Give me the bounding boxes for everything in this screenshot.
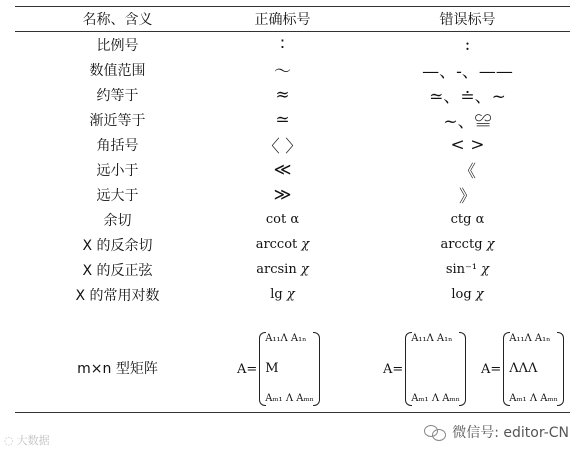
matrix-prefix: A= [383, 361, 404, 377]
wechat-icon [424, 424, 446, 440]
row-name: 渐近等于 [89, 112, 146, 129]
row-correct [200, 257, 365, 282]
watermark-left [4, 432, 50, 448]
row-name: 角括号 [96, 137, 139, 154]
matrix-row-1: A₁₁Λ A₁ₙ [509, 333, 551, 344]
table-row [15, 32, 570, 57]
matrix-bracket [503, 332, 564, 406]
table-row [15, 157, 570, 182]
row-wrong: < > [450, 134, 485, 155]
row-name: m×n 型矩阵 [77, 361, 158, 377]
row-name: X 的反正弦 [82, 262, 153, 279]
row-wrong [370, 257, 565, 282]
header-correct: 正确标号 [254, 11, 311, 28]
variable: χ [486, 237, 495, 252]
row-correct: ∶ [280, 34, 285, 55]
variable: χ [481, 262, 490, 277]
header-name: 名称、含义 [82, 11, 153, 28]
table-row [15, 207, 570, 232]
matrix-wrong-2 [481, 330, 564, 408]
matrix-row-3: Aₘ₁ Λ Aₘₙ [265, 393, 314, 404]
row-wrong: 》 [459, 187, 476, 207]
matrix-row [15, 318, 570, 418]
matrix-row-3: Aₘ₁ Λ Aₘₙ [411, 393, 460, 404]
table-row [15, 132, 570, 157]
matrix-bracket [259, 332, 320, 406]
row-correct: ≫ [273, 184, 292, 205]
row-correct [200, 282, 365, 307]
func-text: arcsin [256, 262, 297, 277]
table-row [15, 57, 570, 82]
table-row [15, 82, 570, 107]
table-row [15, 257, 570, 282]
matrix-bracket [405, 332, 466, 406]
row-wrong: —、-、—— [422, 62, 513, 82]
table-bottom-rule [15, 412, 570, 413]
watermark-text: 大数据 [16, 434, 50, 447]
matrix-correct [237, 330, 320, 408]
table-row [15, 182, 570, 207]
matrix-row-2: M [265, 361, 279, 376]
table-row [15, 232, 570, 257]
row-wrong: ≃、≐、~ [429, 87, 506, 107]
row-wrong: ctg α [450, 212, 485, 227]
row-name: 余切 [103, 212, 132, 229]
variable: χ [300, 262, 309, 277]
table-row [15, 107, 570, 132]
row-name: 数值范围 [89, 62, 146, 79]
watermark-logo-icon: ◌ [4, 433, 14, 447]
matrix-row-1: A₁₁Λ A₁ₙ [411, 333, 453, 344]
row-wrong: 《 [459, 162, 476, 182]
func-text: log [451, 287, 472, 302]
row-correct: ≪ [273, 159, 292, 180]
matrix-prefix: A= [481, 361, 502, 377]
row-name: 约等于 [96, 87, 139, 104]
matrix-prefix: A= [237, 361, 258, 377]
row-wrong [370, 232, 565, 257]
matrix-row-2: ΛΛΛ [509, 361, 538, 376]
row-correct: cot α [265, 212, 300, 227]
matrix-row-1: A₁₁Λ A₁ₙ [265, 333, 307, 344]
row-name: X 的常用对数 [75, 287, 160, 304]
wechat-id [424, 422, 569, 442]
table-row [15, 282, 570, 307]
wechat-label: 微信号: editor-CN [452, 425, 569, 441]
row-name: 比例号 [96, 37, 139, 54]
row-correct: ≃ [275, 109, 290, 130]
func-text: sin⁻¹ [445, 262, 478, 277]
matrix-wrong-1 [383, 330, 466, 408]
variable: χ [301, 237, 310, 252]
row-wrong: ~、≌ [443, 112, 492, 132]
row-name: X 的反余切 [82, 237, 153, 254]
func-text: arccot [255, 237, 298, 252]
row-wrong [370, 282, 565, 307]
row-wrong: : [464, 34, 471, 55]
row-correct [200, 232, 365, 257]
variable: χ [286, 287, 295, 302]
matrix-row-3: Aₘ₁ Λ Aₘₙ [509, 393, 558, 404]
row-correct: ～ [274, 62, 291, 82]
func-text: arcctg [440, 237, 483, 252]
row-name: 远小于 [96, 162, 139, 179]
header-wrong: 错误标号 [439, 11, 496, 28]
row-name: 远大于 [96, 187, 139, 204]
table-header [15, 6, 570, 31]
row-correct: 〈 〉 [262, 137, 303, 157]
variable: χ [475, 287, 484, 302]
row-correct: ≈ [275, 84, 290, 105]
func-text: lg [270, 287, 283, 302]
